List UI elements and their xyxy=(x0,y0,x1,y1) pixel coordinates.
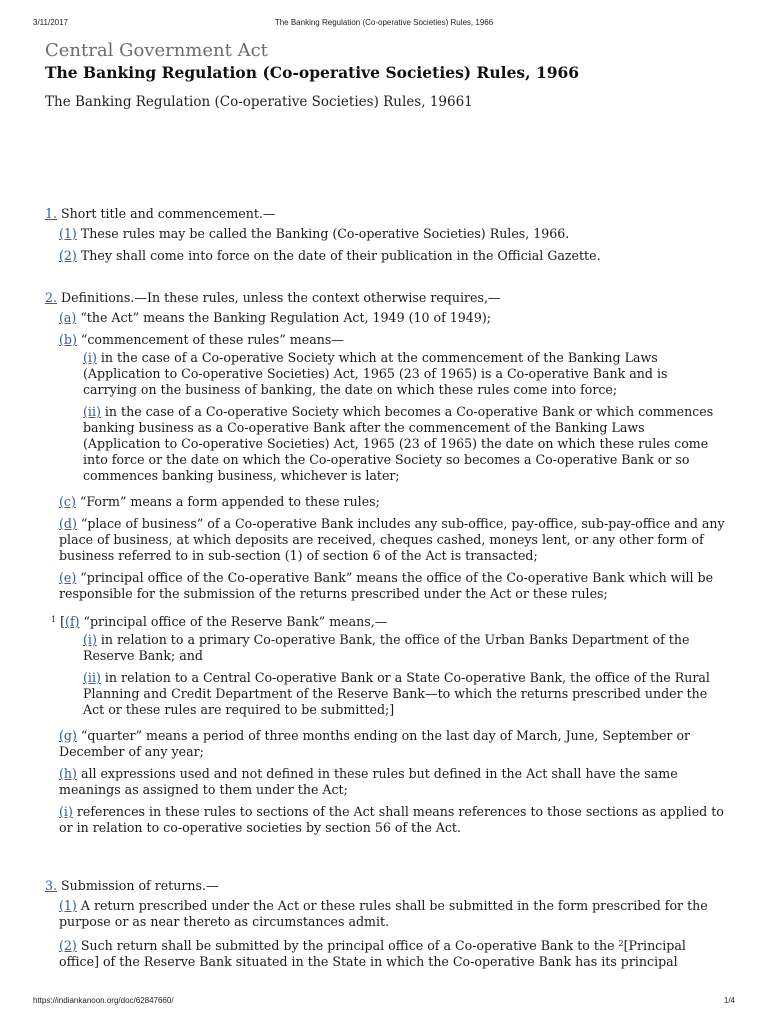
clause-number-link[interactable]: (e) xyxy=(59,570,77,585)
sub-clause xyxy=(83,404,725,484)
clause xyxy=(59,248,725,264)
footnote-marker: 2 xyxy=(618,939,624,948)
clause-text: “principal office of the Reserve Bank” means,— xyxy=(83,614,388,629)
clause-text-continued: [Principal office] of the Reserve Bank situated in the State in which the Co-operative Bank has its principal xyxy=(59,938,686,969)
sub-clause-number-link[interactable]: (i) xyxy=(83,350,97,365)
section-number-link[interactable]: 2. xyxy=(45,290,58,305)
clause-number-link[interactable]: (a) xyxy=(59,310,77,325)
section-3 xyxy=(45,878,725,970)
sub-clause-number-link[interactable]: (ii) xyxy=(83,404,101,419)
section-heading-text: Short title and commencement.— xyxy=(61,206,276,221)
clause xyxy=(59,936,725,970)
section-heading xyxy=(45,206,725,222)
clause-number-link[interactable]: (2) xyxy=(59,938,77,953)
clause-text: Such return shall be submitted by the principal office of a Co-operative Bank to the xyxy=(80,938,615,953)
clause xyxy=(59,898,725,930)
sub-clause xyxy=(83,670,725,718)
sub-clause-text: in the case of a Co-operative Society which becomes a Co-operative Bank or which commences banking business as a Co-operative Bank after the commencement of the Banking Laws (Application to Co-operative Societies) Act, 1965 (23 of 1965) the date on which these rules come into force or the date on which the Co-operative Society so becomes a Co-operative Bank or so commences banking business, whichever is later; xyxy=(83,404,714,483)
clause-text: references in these rules to sections of the Act shall means references to those sections as applied to or in relation to co-operative societies by section 56 of the Act. xyxy=(59,804,724,835)
print-header xyxy=(33,18,735,30)
clause xyxy=(59,804,725,836)
act-type-heading: Central Government Act xyxy=(45,40,268,61)
clause-text: “quarter” means a period of three months ending on the last day of March, June, September or December of any year; xyxy=(59,728,691,759)
clause xyxy=(59,226,725,242)
sub-clause-text: in relation to a Central Co-operative Bank or a State Co-operative Bank, the office of the Rural Planning and Credit Department of the Reserve Bank—to which the returns prescribed under the Act or these rules are required to be submitted;] xyxy=(83,670,710,717)
clause xyxy=(59,570,725,602)
clause xyxy=(59,766,725,798)
clause-number-link[interactable]: (b) xyxy=(59,332,77,347)
section-number-link[interactable]: 1. xyxy=(45,206,58,221)
clause-number-link[interactable]: (d) xyxy=(59,516,77,531)
page-number: 1/4 xyxy=(723,996,735,1005)
clause-text: “commencement of these rules” means— xyxy=(80,332,344,347)
section-heading-text: Definitions.—In these rules, unless the context otherwise requires,— xyxy=(61,290,501,305)
sub-clause-number-link[interactable]: (i) xyxy=(83,632,97,647)
section-heading xyxy=(45,878,725,894)
clause-number-link[interactable]: (f) xyxy=(65,614,80,629)
clause xyxy=(59,310,725,326)
clause xyxy=(59,494,725,510)
section-number-link[interactable]: 3. xyxy=(45,878,58,893)
clause-number-link[interactable]: (i) xyxy=(59,804,73,819)
clause xyxy=(51,612,725,630)
sub-clause xyxy=(83,632,725,664)
document-subtitle: The Banking Regulation (Co-operative Societies) Rules, 19661 xyxy=(45,94,473,110)
amendment-open-bracket: [ xyxy=(60,614,66,629)
section-heading xyxy=(45,290,725,306)
clause xyxy=(59,728,725,760)
section-1 xyxy=(45,206,725,264)
clause-text: “principal office of the Co-operative Bank” means the office of the Co-operative Bank which will be responsible for the submission of the returns prescribed under the Act or these rules; xyxy=(59,570,714,601)
clause-number-link[interactable]: (1) xyxy=(59,898,77,913)
print-title: The Banking Regulation (Co-operative Societies) Rules, 1966 xyxy=(274,18,494,27)
document-body xyxy=(45,40,725,969)
print-date: 3/11/2017 xyxy=(33,18,68,27)
source-url: https://indiankanoon.org/doc/62847660/ xyxy=(33,996,174,1005)
clause-text: They shall come into force on the date of their publication in the Official Gazette. xyxy=(80,248,601,263)
section-heading-text: Submission of returns.— xyxy=(61,878,219,893)
sub-clause xyxy=(83,350,725,398)
clause-text: A return prescribed under the Act or these rules shall be submitted in the form prescribed for the purpose or as near thereto as circumstances admit. xyxy=(59,898,708,929)
clause-number-link[interactable]: (2) xyxy=(59,248,77,263)
clause-number-link[interactable]: (h) xyxy=(59,766,77,781)
clause-text: “Form” means a form appended to these rules; xyxy=(79,494,380,509)
sub-clause-text: in the case of a Co-operative Society which at the commencement of the Banking Laws (Application to Co-operative Societies) Act, 1965 (23 of 1965) is a Co-operative Bank and is carrying on the business of banking, the date on which these rules come into force; xyxy=(83,350,668,397)
document-title: The Banking Regulation (Co-operative Societies) Rules, 1966 xyxy=(45,63,580,82)
print-footer xyxy=(33,996,735,1008)
clause-number-link[interactable]: (c) xyxy=(59,494,76,509)
clause-text: These rules may be called the Banking (Co-operative Societies) Rules, 1966. xyxy=(80,226,570,241)
section-2 xyxy=(45,290,725,836)
clause-text: “place of business” of a Co-operative Bank includes any sub-office, pay-office, sub-pay-office and any place of business, at which deposits are received, cheques cashed, moneys lent, or any other form of business referred to in sub-section (1) of section 6 of the Act is transacted; xyxy=(59,516,725,563)
sub-clause-number-link[interactable]: (ii) xyxy=(83,670,101,685)
clause xyxy=(59,516,725,564)
sub-clause-text: in relation to a primary Co-operative Bank, the office of the Urban Banks Department of the Reserve Bank; and xyxy=(83,632,690,663)
clause-text: “the Act” means the Banking Regulation Act, 1949 (10 of 1949); xyxy=(80,310,491,325)
footnote-marker: 1 xyxy=(51,615,57,624)
clause xyxy=(59,332,725,348)
clause-number-link[interactable]: (g) xyxy=(59,728,77,743)
clause-text: all expressions used and not defined in these rules but defined in the Act shall have the same meanings as assigned to them under the Act; xyxy=(59,766,678,797)
clause-number-link[interactable]: (1) xyxy=(59,226,77,241)
